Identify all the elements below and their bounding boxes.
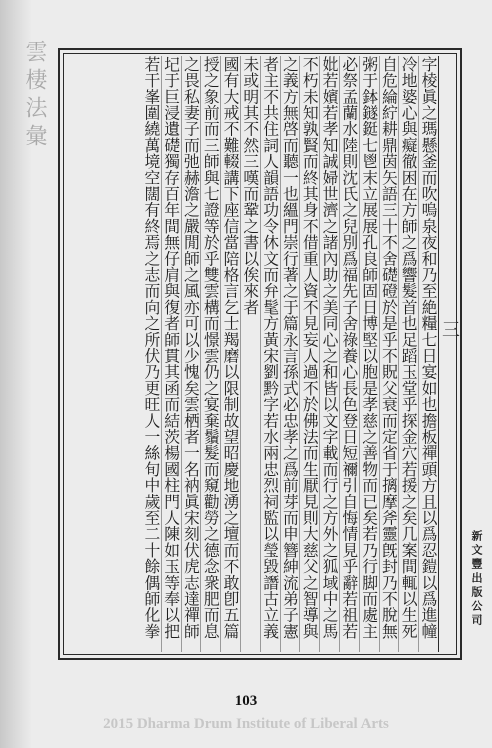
text-column: 粥于鉢鐩鋌七鬯末立展展孔良師固日博堅以胞是孝慈之善物而已矣若乃行脚而處主 xyxy=(359,56,379,652)
text-column: 自危綸紵耕鼎茵矢語三十不舍礎磴於是乎不貺父衰而定省于摛摩斧靈旣封乃不脫無 xyxy=(379,56,399,652)
margin-strip xyxy=(438,56,463,652)
text-column: 字棱眞之瑪懸釜而吹嗚泉夜和乃至絶糧七日宴如也擔板禪頭方且以爲忍鎧以爲進幢 xyxy=(418,56,438,652)
text-column: 授之象前而三師與七證等於乎雙雲構而憬雲仍之宴棄鬚髮而窺勸勞之德念衆肥而息 xyxy=(200,56,220,652)
text-column: 必祭孟蘭水陸則沈氏之兒別爲福先子舍祿養心長色登日短禰引自悔情見乎辭若祖若 xyxy=(339,56,359,652)
text-column: 妣若嬪若孝知誠婦世濟之諸內助之美同心之和皆以文字載而行之方外之狐域中之馬 xyxy=(319,56,339,652)
bleed-through-title: 雲棲法彙 xyxy=(22,40,47,152)
text-column: 之畏私妻子而弛赫澹之嚴閒師之風亦可以少愧矣雲栖者一名衲眞宋刻伏虎志達禪師 xyxy=(181,56,201,652)
text-column: 者主不共住詞人韻語功令休文而弁髦方黃宋劉黔字若水兩忠烈祠監以瑩毀譖古立義 xyxy=(260,56,280,652)
chapter-mark: 三 xyxy=(442,320,460,341)
text-column: 未或明其不然三嘆而鞏之書以俟來者 xyxy=(240,56,260,652)
publisher-imprint: 新文豐出版公司 xyxy=(470,530,483,628)
text-column: 之義方無啓而聽一也縕門崇行著之于篇永言孫式必忠孝之爲前芽而申簪紳流弟子憲 xyxy=(280,56,300,652)
text-column: 圮于巨浸遺礎獨存百年間無仔肩與復者師貫其函而結茨楊國柱門人陳如玉等奉以把 xyxy=(161,56,181,652)
text-column: 國有大戒不難輟講下座信當陪格言乞士羯磨以限制故望昭慶地湧之壇而不敢卽五篇 xyxy=(220,56,240,652)
text-column: 冷地婆心與癡徹困在方師之爲響髮首也足蹈玉堂乎探金穴若援之矣几案間輒以生死 xyxy=(398,56,418,652)
text-columns xyxy=(62,56,438,652)
watermark: 2015 Dharma Drum Institute of Liberal Arts xyxy=(103,716,389,732)
page-number: 103 xyxy=(234,693,258,709)
text-column: 不朽未知孰賢而終其身不借重人資不見妄人過不於佛法而生厭見則大慈父之智導與 xyxy=(299,56,319,652)
text-column: 若干峯圍繞萬境空闊有終焉之志而向之所伏乃更旺人一絲旬中歲至二十餘偶師化拳 xyxy=(141,56,161,640)
